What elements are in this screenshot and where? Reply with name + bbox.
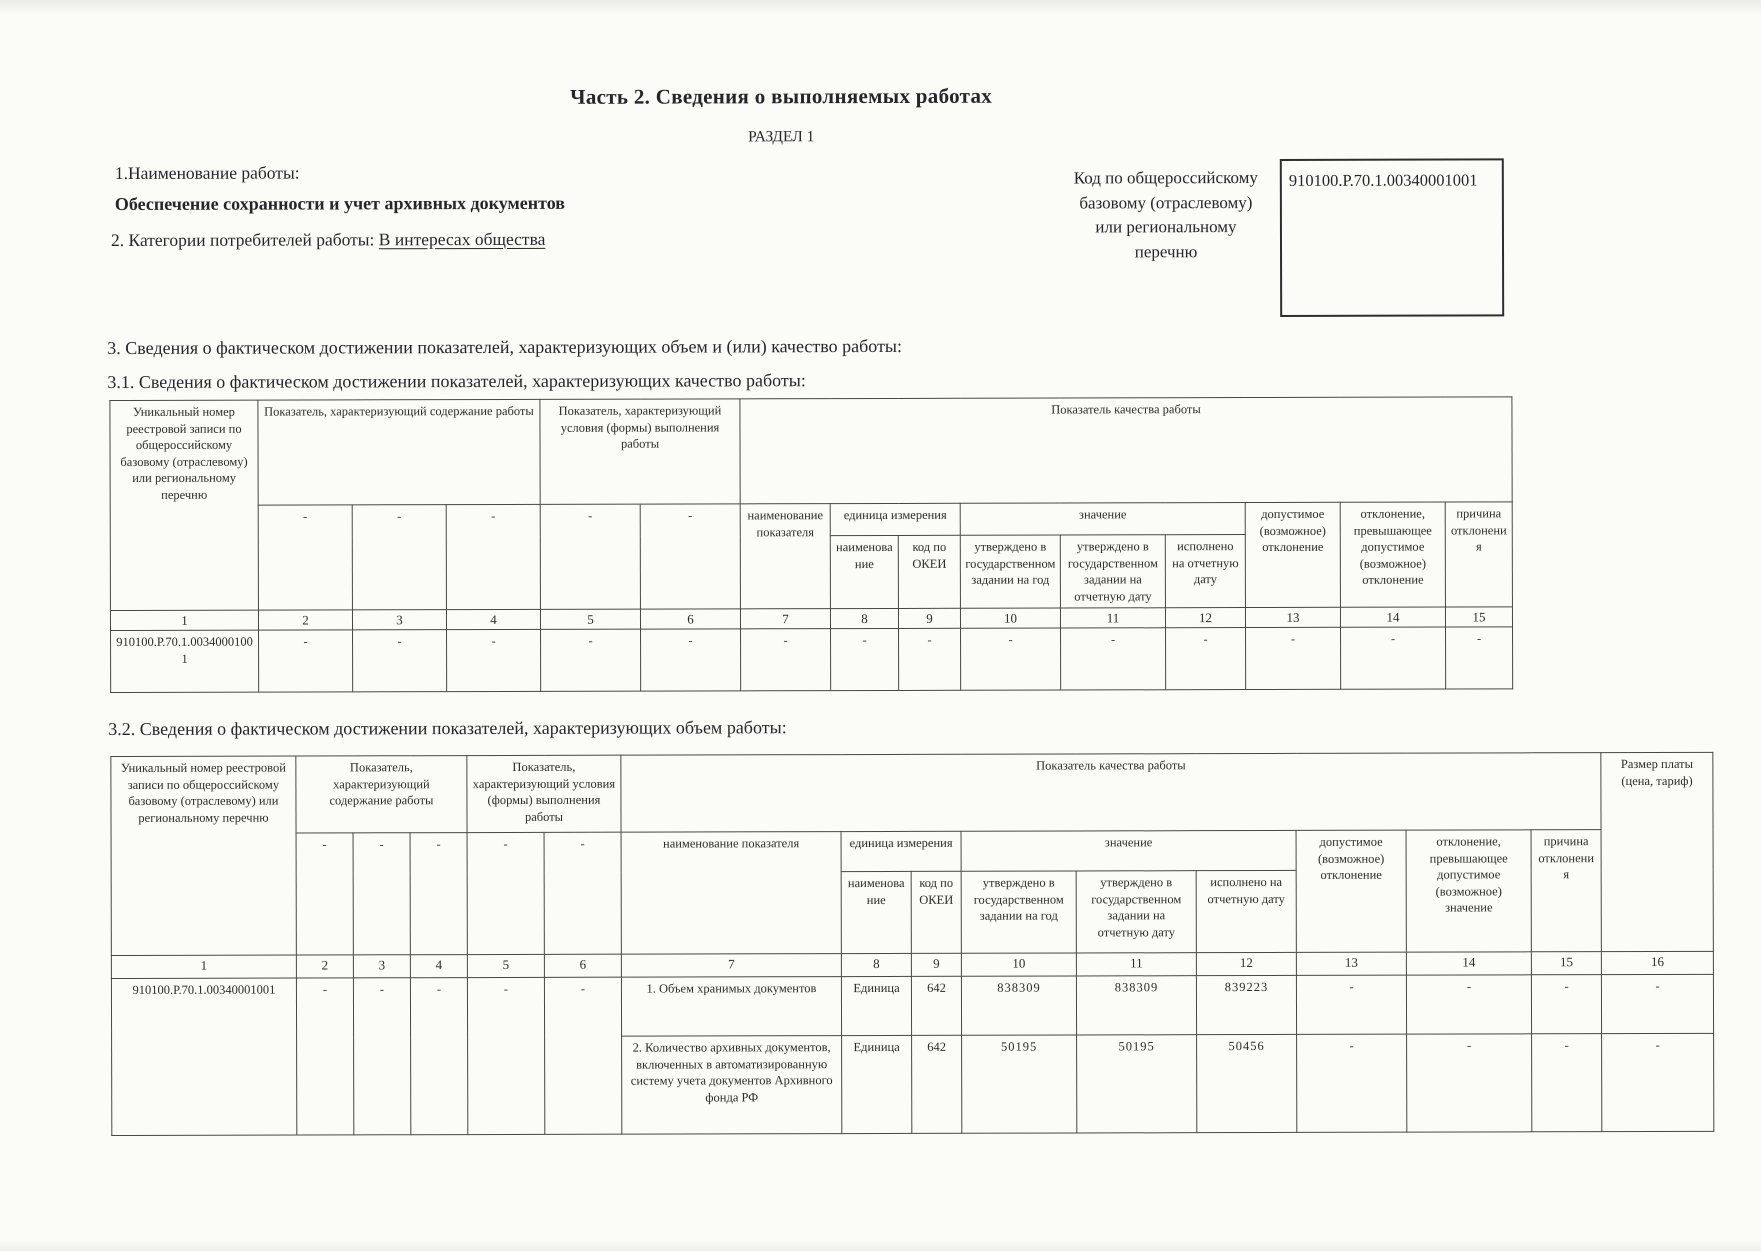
col-header-conditions-sub: - xyxy=(540,504,640,609)
col-header-executed: исполнено на отчетную дату xyxy=(1196,870,1296,952)
col-number: 9 xyxy=(898,608,960,628)
col-header-conditions-sub: - xyxy=(544,832,621,954)
col-number: 13 xyxy=(1296,952,1406,975)
col-number: 8 xyxy=(830,608,898,628)
cell-unit-name: Единица xyxy=(842,1035,912,1133)
cell-registry-number: 910100.Р.70.1.00340001001 xyxy=(111,978,296,1135)
cell-dash: - xyxy=(961,628,1061,690)
cell-dash: - xyxy=(1341,627,1446,689)
cell-approved-date: 838309 xyxy=(1076,976,1196,1035)
cell-approved-year: 838309 xyxy=(961,976,1076,1035)
quality-indicators-table xyxy=(109,396,1513,693)
col-header-content-sub: - xyxy=(352,505,446,610)
col-number: 14 xyxy=(1406,952,1531,975)
col-header-value: значение xyxy=(961,830,1296,871)
col-header-content: Показатель, характеризующий содержание работы xyxy=(296,756,467,833)
cell-dash: - xyxy=(1166,628,1246,690)
consumers-value: В интересах общества xyxy=(378,228,546,250)
col-number: 6 xyxy=(544,954,621,977)
work-name-value: Обеспечение сохранности и учет архивных документов xyxy=(114,192,566,215)
col-header-payment: Размер платы (цена, тариф) xyxy=(1601,752,1714,951)
col-header-conditions: Показатель, характеризующий условия (формы) выполнения работы xyxy=(540,399,740,505)
col-number: 8 xyxy=(841,953,911,976)
col-header-indicator-name: наименование показателя xyxy=(621,832,841,955)
col-number: 13 xyxy=(1245,607,1340,627)
col-number: 16 xyxy=(1601,951,1713,974)
cell-dash: - xyxy=(899,628,961,690)
cell-indicator-name: 1. Объем хранимых документов xyxy=(621,977,841,1037)
cell-okei-code: 642 xyxy=(911,976,961,1035)
cell-dash: - xyxy=(353,630,447,692)
cell-unit-name: Единица xyxy=(841,976,911,1035)
cell-dash: - xyxy=(541,629,641,691)
col-header-value: значение xyxy=(960,503,1245,536)
cell-dash: - xyxy=(1296,975,1406,1034)
col-number: 7 xyxy=(621,954,841,978)
col-number: 9 xyxy=(911,953,961,976)
cell-dash: - xyxy=(1531,975,1601,1034)
section-3-2-heading: 3.2. Сведения о фактическом достижении показателей, характеризующих объем работы: xyxy=(108,717,787,740)
col-header-exceeding-deviation: отклонение, превышающее допустимое (возможное) значение xyxy=(1406,830,1531,952)
col-header-content-sub: - xyxy=(410,833,467,955)
col-number: 5 xyxy=(467,954,544,977)
col-header-conditions-sub: - xyxy=(640,504,740,609)
col-header-okei-code: код по ОКЕИ xyxy=(898,535,960,608)
cell-dash: - xyxy=(1602,974,1714,1033)
col-header-indicator-name: наименование показателя xyxy=(740,504,830,609)
col-header-registry: Уникальный номер реестровой записи по общероссийскому базовому (отраслевому) или региональному перечню xyxy=(111,756,297,955)
cell-dash: - xyxy=(1406,975,1531,1034)
col-number: 12 xyxy=(1165,608,1245,628)
cell-approved-year: 50195 xyxy=(962,1035,1077,1133)
cell-dash: - xyxy=(353,978,410,1135)
cell-dash: - xyxy=(1407,1034,1532,1132)
col-number: 3 xyxy=(353,955,410,978)
cell-approved-date: 50195 xyxy=(1077,1035,1197,1133)
volume-indicators-table xyxy=(110,752,1714,1136)
col-number: 4 xyxy=(410,955,467,978)
cell-dash: - xyxy=(410,978,467,1135)
cell-executed: 839223 xyxy=(1196,975,1296,1034)
col-number: 2 xyxy=(258,610,352,630)
cell-registry-number: 910100.Р.70.1.00340001001 xyxy=(111,630,259,692)
cell-dash: - xyxy=(1297,1034,1407,1132)
col-number: 5 xyxy=(540,609,640,629)
col-header-reason: причина отклонения xyxy=(1531,830,1601,952)
col-header-registry: Уникальный номер реестровой записи по общероссийскому базовому (отраслевому) или региональному перечню xyxy=(110,400,259,610)
col-number: 4 xyxy=(446,609,540,629)
col-header-approved-year: утверждено в государственном задании на год xyxy=(960,535,1060,608)
code-value: 910100.Р.70.1.00340001001 xyxy=(1288,170,1478,190)
consumers-line xyxy=(111,229,545,251)
cell-dash: - xyxy=(296,978,353,1135)
col-number: 10 xyxy=(960,608,1060,628)
col-number: 7 xyxy=(740,609,830,629)
col-number: 1 xyxy=(111,955,296,978)
col-header-content-sub: - xyxy=(446,504,540,609)
col-number: 6 xyxy=(640,609,740,629)
cell-okei-code: 642 xyxy=(912,1035,962,1133)
col-header-conditions-sub: - xyxy=(467,832,544,954)
cell-indicator-name: 2. Количество архивных документов, включенных в автоматизированную систему учета документов Архивного фонда РФ xyxy=(622,1036,842,1135)
col-number: 11 xyxy=(1076,953,1196,976)
cell-executed: 50456 xyxy=(1197,1034,1297,1132)
code-box xyxy=(1280,158,1504,317)
section-3-heading: 3. Сведения о фактическом достижении показателей, характеризующих объем и (или) качество работы: xyxy=(107,335,903,359)
col-number: 2 xyxy=(296,955,353,978)
col-header-content-sub: - xyxy=(296,833,353,955)
col-header-allowed-deviation: допустимое (возможное) отклонение xyxy=(1296,830,1406,952)
col-header-conditions: Показатель, характеризующий условия (формы) выполнения работы xyxy=(467,755,621,832)
work-name-label: 1.Наименование работы: xyxy=(114,162,300,184)
cell-dash: - xyxy=(447,630,541,692)
col-header-approved-date: утверждено в государственном задании на отчетную дату xyxy=(1076,871,1196,953)
col-header-okei-code: код по ОКЕИ xyxy=(911,871,961,953)
col-number: 15 xyxy=(1531,952,1601,975)
col-header-unit: единица измерения xyxy=(830,503,960,535)
col-header-approved-year: утверждено в государственном задании на год xyxy=(961,871,1076,953)
cell-dash: - xyxy=(831,629,899,691)
cell-dash: - xyxy=(467,977,544,1134)
cell-dash: - xyxy=(641,629,741,691)
col-header-reason: причина отклонения xyxy=(1445,502,1512,607)
cell-dash: - xyxy=(1061,628,1166,690)
col-number: 15 xyxy=(1445,607,1512,627)
col-header-quality: Показатель качества работы xyxy=(621,753,1601,833)
cell-dash: - xyxy=(741,629,831,691)
cell-dash: - xyxy=(1246,627,1341,689)
col-number: 3 xyxy=(352,610,446,630)
col-number: 10 xyxy=(961,953,1076,976)
section-label: РАЗДЕЛ 1 xyxy=(748,128,815,146)
cell-dash: - xyxy=(1602,1033,1714,1131)
col-header-unit-name: наименование xyxy=(830,535,898,608)
document-title: Часть 2. Сведения о выполняемых работах xyxy=(570,83,993,109)
col-header-approved-date: утверждено в государственном задании на отчетную дату xyxy=(1060,535,1165,608)
col-header-exceeding-deviation: отклонение, превышающее допустимое (возможное) отклонение xyxy=(1340,502,1445,607)
cell-dash: - xyxy=(1446,627,1513,689)
col-header-executed: исполнено на отчетную дату xyxy=(1165,535,1245,608)
code-label: Код по общероссийскому базовому (отраслевому) или региональному перечню xyxy=(1073,168,1258,262)
consumers-label: 2. Категории потребителей работы: xyxy=(110,229,375,251)
col-number: 11 xyxy=(1060,608,1165,628)
col-header-unit-name: наименование xyxy=(841,871,911,953)
col-number: 1 xyxy=(110,610,258,631)
cell-dash: - xyxy=(259,630,353,692)
col-header-allowed-deviation: допустимое (возможное) отклонение xyxy=(1245,502,1340,607)
col-header-content: Показатель, характеризующий содержание работы xyxy=(258,399,540,505)
col-header-content-sub: - xyxy=(258,505,352,610)
col-number: 12 xyxy=(1196,952,1296,975)
col-header-unit: единица измерения xyxy=(841,831,961,871)
cell-dash: - xyxy=(544,977,621,1134)
section-3-1-heading: 3.1. Сведения о фактическом достижении показателей, характеризующих качество работы: xyxy=(107,370,806,393)
cell-dash: - xyxy=(1532,1034,1602,1132)
col-header-quality: Показатель качества работы xyxy=(740,397,1512,504)
col-header-content-sub: - xyxy=(353,833,410,955)
col-number: 14 xyxy=(1340,607,1445,627)
